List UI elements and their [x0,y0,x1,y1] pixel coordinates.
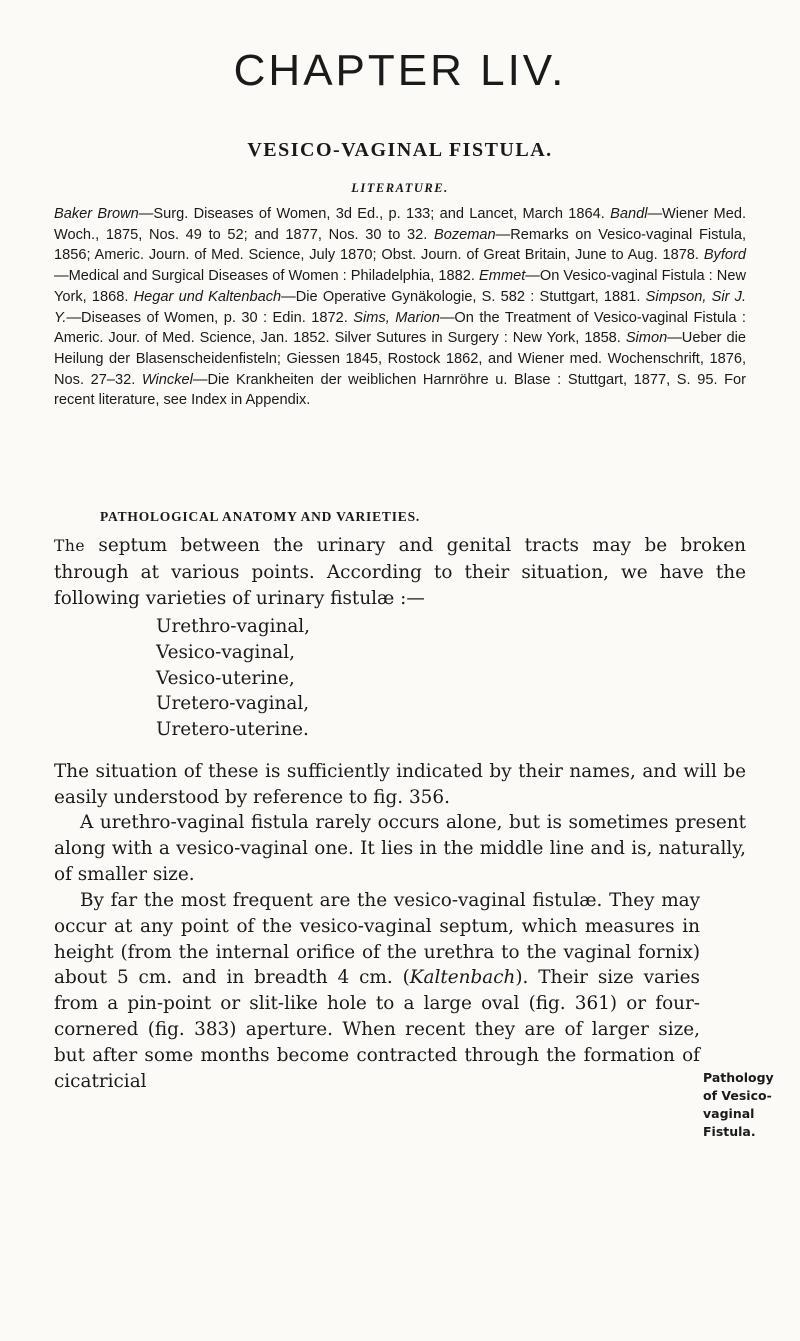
reference-author: Bozeman [433,226,496,243]
reference-text: —Die Krankheiten der weiblichen Harnröhre u. Blase : Stuttgart, 1877, S. 95. For recent literature, see Index in Appendix. [54,371,746,409]
margin-note-line: of Vesico- [703,1088,772,1103]
literature-heading: LITERATURE. [351,181,449,195]
margin-note [703,1069,799,1141]
paragraph-vesico-vaginal [54,888,700,1094]
chapter-title: CHAPTER LIV. [233,46,567,95]
fistula-varieties-list [156,614,310,743]
reference-text: —Diseases of Women, p. 30 : Edin. 1872. [66,309,354,326]
reference-text: —Surg. Diseases of Women, 3d Ed., p. 133; and Lancet, March 1864. [138,206,611,222]
paragraph-intro-text: septum between the urinary and genital tracts may be broken through at various points. According to their situation, we have the following varieties of urinary fistulæ :— [54,535,746,609]
variety-item: Urethro-vaginal, [156,616,311,637]
section-subheading: PATHOLOGICAL ANATOMY AND VARIETIES. [100,509,421,524]
paragraph-text: By far the most frequent are the vesico-vaginal fistulæ. They may occur at any point of the vesico-vaginal septum, which measures in height (from the internal orifice of the urethra to the vaginal fornix) about 5 cm. and in breadth 4 cm. ( [54,890,700,989]
margin-note-line: Fistula. [703,1124,756,1139]
literature-list [54,204,746,411]
reference-author: Sims, Marion [353,309,440,326]
variety-item: Uretero-vaginal, [156,693,310,715]
reference-author: Hegar und Kaltenbach [133,288,282,305]
reference-text: —On Vesico-vaginal Fistula : New York, 1868. [54,268,746,305]
variety-item: Vesico-vaginal, [156,641,295,663]
paragraph-urethro-vaginal: A urethro-vaginal fistula rarely occurs alone, but is sometimes present along with a vesico-vaginal one. It lies in the middle line and is, naturally, of smaller size. [54,812,746,885]
paragraph-text: ). Their size varies from a pin-point or slit-like hole to a large oval (fig. 361) or four-cornered (fig. 383) aperture. When recent they are of larger size, but after some months become contracted through the formation of cicatricial [54,967,700,1092]
reference-author: Byford [703,247,746,264]
reference-author: Simpson, Sir J. Y. [54,288,747,326]
paragraph-situation: The situation of these is sufficiently indicated by their names, and will be easily understood by reference to fig. 356. [54,761,746,808]
reference-text: —Remarks on Vesico-vaginal Fistula, 1856; Americ. Journ. of Med. Science, July 1870; Obst. Journ. of Great Britain, June to Aug. 1878. [54,226,747,264]
reference-text: —Medical and Surgical Diseases of Women : Philadelphia, 1882. [54,268,480,285]
reference-author: Bandl [610,206,648,222]
variety-item: Vesico-uterine, [156,667,295,689]
reference-author: Baker Brown [54,206,139,222]
reference-author: Winckel [141,371,193,388]
reference-text: —On the Treatment of Vesico-vaginal Fistula : Americ. Jour. of Med. Science, Jan. 1852. Silver Sutures in Surgery : New York, 1858. [54,309,746,347]
variety-item: Uretero-uterine. [156,719,309,741]
paragraph-intro [54,533,746,611]
reference-text: —Ueber die Heilung der Blasenscheidenfisteln; Giessen 1845, Rostock 1862, and Wiener med. Wochenschrift, 1876, Nos. 27–32. [54,330,746,388]
margin-note-line: Pathology [703,1070,774,1085]
reference-text: —Wiener Med. Woch., 1875, Nos. 49 to 52; and 1877, Nos. 30 to 32. [54,206,746,243]
paragraph-lead-word: The [54,537,85,555]
reference-text: —Die Operative Gynäkologie, S. 582 : Stuttgart, 1881. [281,288,646,305]
reference-author: Emmet [479,268,526,285]
margin-note-line: vaginal [703,1106,755,1121]
citation-author: Kaltenbach [409,967,516,989]
section-title: VESICO-VAGINAL FISTULA. [247,139,553,161]
reference-author: Simon [625,330,668,347]
